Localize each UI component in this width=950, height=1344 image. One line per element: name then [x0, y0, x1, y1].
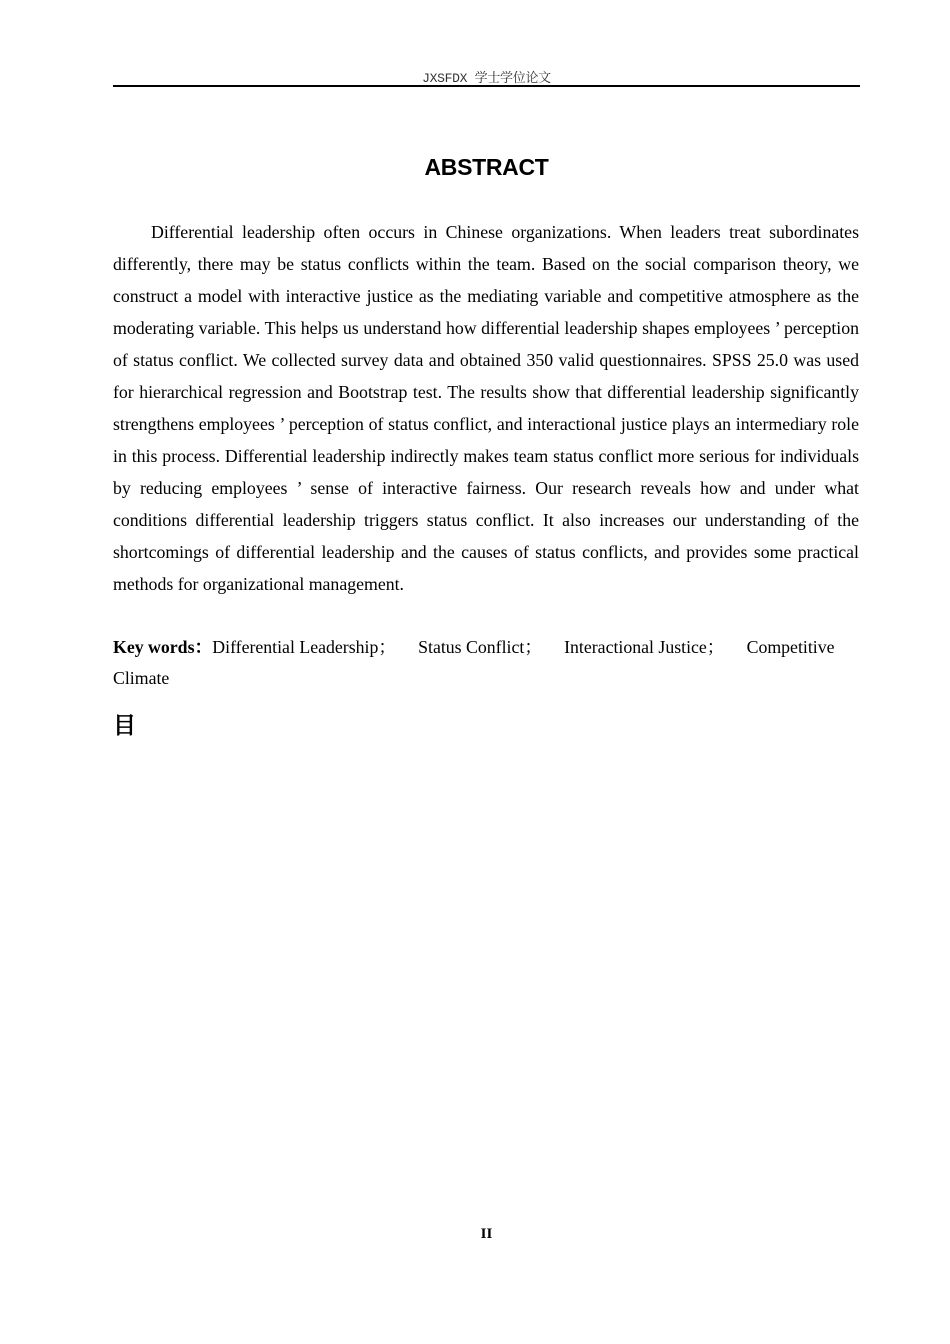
running-header: JXSFDX 学士学位论文: [422, 71, 551, 86]
page-number: II: [480, 1226, 493, 1242]
toc-title: 目: [113, 713, 136, 739]
keywords-line: [113, 632, 859, 694]
abstract-title: ABSTRACT: [424, 154, 549, 180]
keyword-item: Interactional Justice；: [564, 637, 725, 657]
header-divider: [113, 85, 860, 87]
keyword-item: Competitive Climate: [113, 637, 835, 688]
keyword-item: Differential Leadership；: [212, 637, 397, 657]
keyword-item: Status Conflict；: [418, 637, 543, 657]
keywords-label: Key words：: [113, 637, 213, 657]
abstract-body: Differential leadership often occurs in Chinese organizations. When leaders treat subordinates differently, there may be status conflicts within the team. Based on the social comparison theory, we construct a model with interactive justice as the mediating variable and competitive atmosphere as the moderating variable. This helps us understand how differential leadership shapes employees ’ perception of status conflict. We collected survey data and obtained 350 valid questionnaires. SPSS 25.0 was used for hierarchical regression and Bootstrap test. The results show that differential leadership significantly strengthens employees ’ perception of status conflict, and interactional justice plays an intermediary role in this process. Differential leadership indirectly makes team status conflict more serious for individuals by reducing employees ’ sense of interactive fairness. Our research reveals how and under what conditions differential leadership triggers status conflict. It also increases our understanding of the shortcomings of differential leadership and the causes of status conflicts, and provides some practical methods for organizational management.: [113, 222, 859, 594]
